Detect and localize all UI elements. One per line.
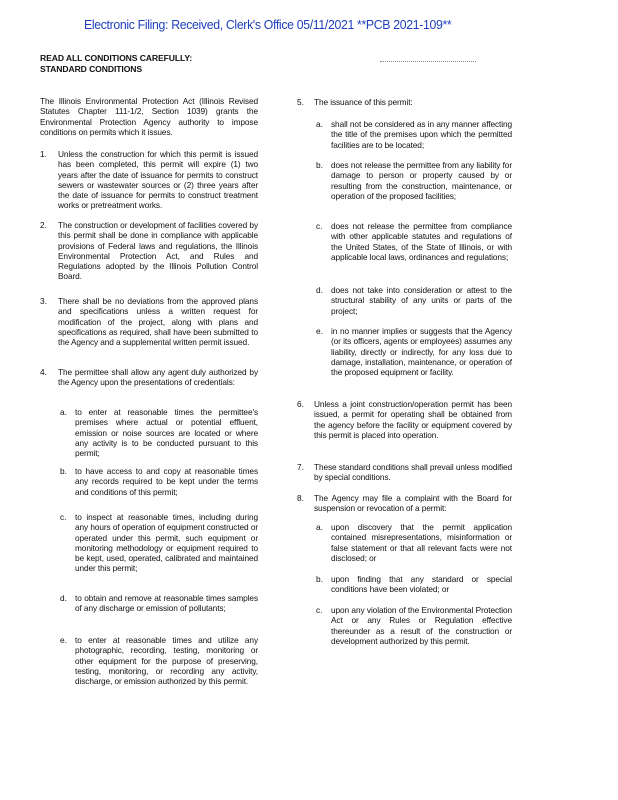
item-number: 4. xyxy=(40,367,47,377)
sub-letter: b. xyxy=(316,574,323,584)
divider xyxy=(380,61,476,62)
intro-paragraph: The Illinois Environmental Protection Act (Illinois Revised Statutes Chapter 111-1/2, Section 1039) grants the Environmental Protection Agency authority to impose conditions on permits which it issues. xyxy=(40,96,258,137)
item-number: 2. xyxy=(40,220,47,230)
condition-5a: shall not be considered as in any manner affecting the title of the premises upon which the permitted facilities are to be located; xyxy=(331,119,512,150)
sub-letter: a. xyxy=(60,407,67,417)
item-number: 3. xyxy=(40,296,47,306)
condition-3: There shall be no deviations from the approved plans and specifications unless a written request for modification of the project, along with plans and specifications as required, shall have been submitted to the Agency and a supplemental written permit issued. xyxy=(58,296,258,348)
item-number: 7. xyxy=(297,462,304,472)
sub-letter: a. xyxy=(316,522,323,532)
condition-8: The Agency may file a complaint with the Board for suspension or revocation of a permit: xyxy=(314,493,512,514)
condition-8c: upon any violation of the Environmental Protection Act or any Rules or Regulation effective thereunder as a result of the construction or development authorized by this permit. xyxy=(331,605,512,646)
item-number: 5. xyxy=(297,97,304,107)
condition-7: These standard conditions shall prevail unless modified by special conditions. xyxy=(314,462,512,483)
sub-letter: b. xyxy=(60,466,67,476)
condition-8a: upon discovery that the permit application contained misrepresentations, misinformation or false statement or that all relevant facts were not disclosed; or xyxy=(331,522,512,563)
condition-4e: to enter at reasonable times and utilize any photographic, recording, testing, monitoring or other equipment for the purpose of preserving, testing, monitoring, or recording any activity, discharge, or emission authorized by this permit. xyxy=(75,635,258,687)
condition-5d: does not take into consideration or attest to the structural stability of any units or parts of the project; xyxy=(331,285,512,316)
item-number: 8. xyxy=(297,493,304,503)
sub-letter: c. xyxy=(316,605,323,615)
sub-letter: c. xyxy=(316,221,323,231)
sub-letter: d. xyxy=(60,593,67,603)
condition-4c: to inspect at reasonable times, including during any hours of operation of equipment constructed or operated under this permit, such equipment or monitoring methodology or equipment required to be kept, used, operated, calibrated and maintained under this permit; xyxy=(75,512,258,574)
item-number: 6. xyxy=(297,399,304,409)
filing-stamp: Electronic Filing: Received, Clerk's Office 05/11/2021 **PCB 2021-109** xyxy=(84,17,452,32)
sub-letter: e. xyxy=(316,326,323,336)
heading-read-conditions: READ ALL CONDITIONS CAREFULLY: xyxy=(40,53,193,63)
sub-letter: a. xyxy=(316,119,323,129)
sub-letter: d. xyxy=(316,285,323,295)
condition-5: The issuance of this permit: xyxy=(314,97,413,107)
condition-2: The construction or development of facilities covered by this permit shall be done in compliance with applicable provisions of Federal laws and regulations, the Illinois Environmental Protection Act, and Rules and Regulations adopted by the Illinois Pollution Control Board. xyxy=(58,220,258,282)
condition-8b: upon finding that any standard or special conditions have been violated; or xyxy=(331,574,512,595)
condition-5e: in no manner implies or suggests that the Agency (or its officers, agents or employees) assumes any liability, directly or indirectly, for any loss due to damage, installation, maintenance, or operation of the proposed equipment or facility. xyxy=(331,326,512,378)
sub-letter: e. xyxy=(60,635,67,645)
condition-4b: to have access to and copy at reasonable times any records required to be kept under the terms and conditions of this permit; xyxy=(75,466,258,497)
condition-1: Unless the construction for which this permit is issued has been completed, this permit will expire (1) two years after the date of issuance for permits to construct sewers or wastewater sources or (2) three years after the date of issuance for permits to construct treatment works or pretreatment works. xyxy=(58,149,258,211)
condition-4a: to enter at reasonable times the permittee's premises where actual or potential effluent, emission or noise sources are located or where any activity is to be conducted pursuant to this permit; xyxy=(75,407,258,459)
condition-5c: does not release the permittee from compliance with other applicable statutes and regulations of the United States, of the State of Illinois, or with applicable local laws, ordinances and regulations; xyxy=(331,221,512,262)
heading-standard-conditions: STANDARD CONDITIONS xyxy=(40,64,143,74)
sub-letter: b. xyxy=(316,160,323,170)
sub-letter: c. xyxy=(60,512,67,522)
condition-5b: does not release the permittee from any liability for damage to person or property caused by or resulting from the construction, maintenance, or operation of the proposed facilities; xyxy=(331,160,512,201)
item-number: 1. xyxy=(40,149,47,159)
condition-4d: to obtain and remove at reasonable times samples of any discharge or emission of pollutants; xyxy=(75,593,258,614)
condition-4: The permittee shall allow any agent duly authorized by the Agency upon the presentations of credentials: xyxy=(58,367,258,388)
condition-6: Unless a joint construction/operation permit has been issued, a permit for operating shall be obtained from the agency before the facility or equipment covered by this permit is placed into operation. xyxy=(314,399,512,440)
